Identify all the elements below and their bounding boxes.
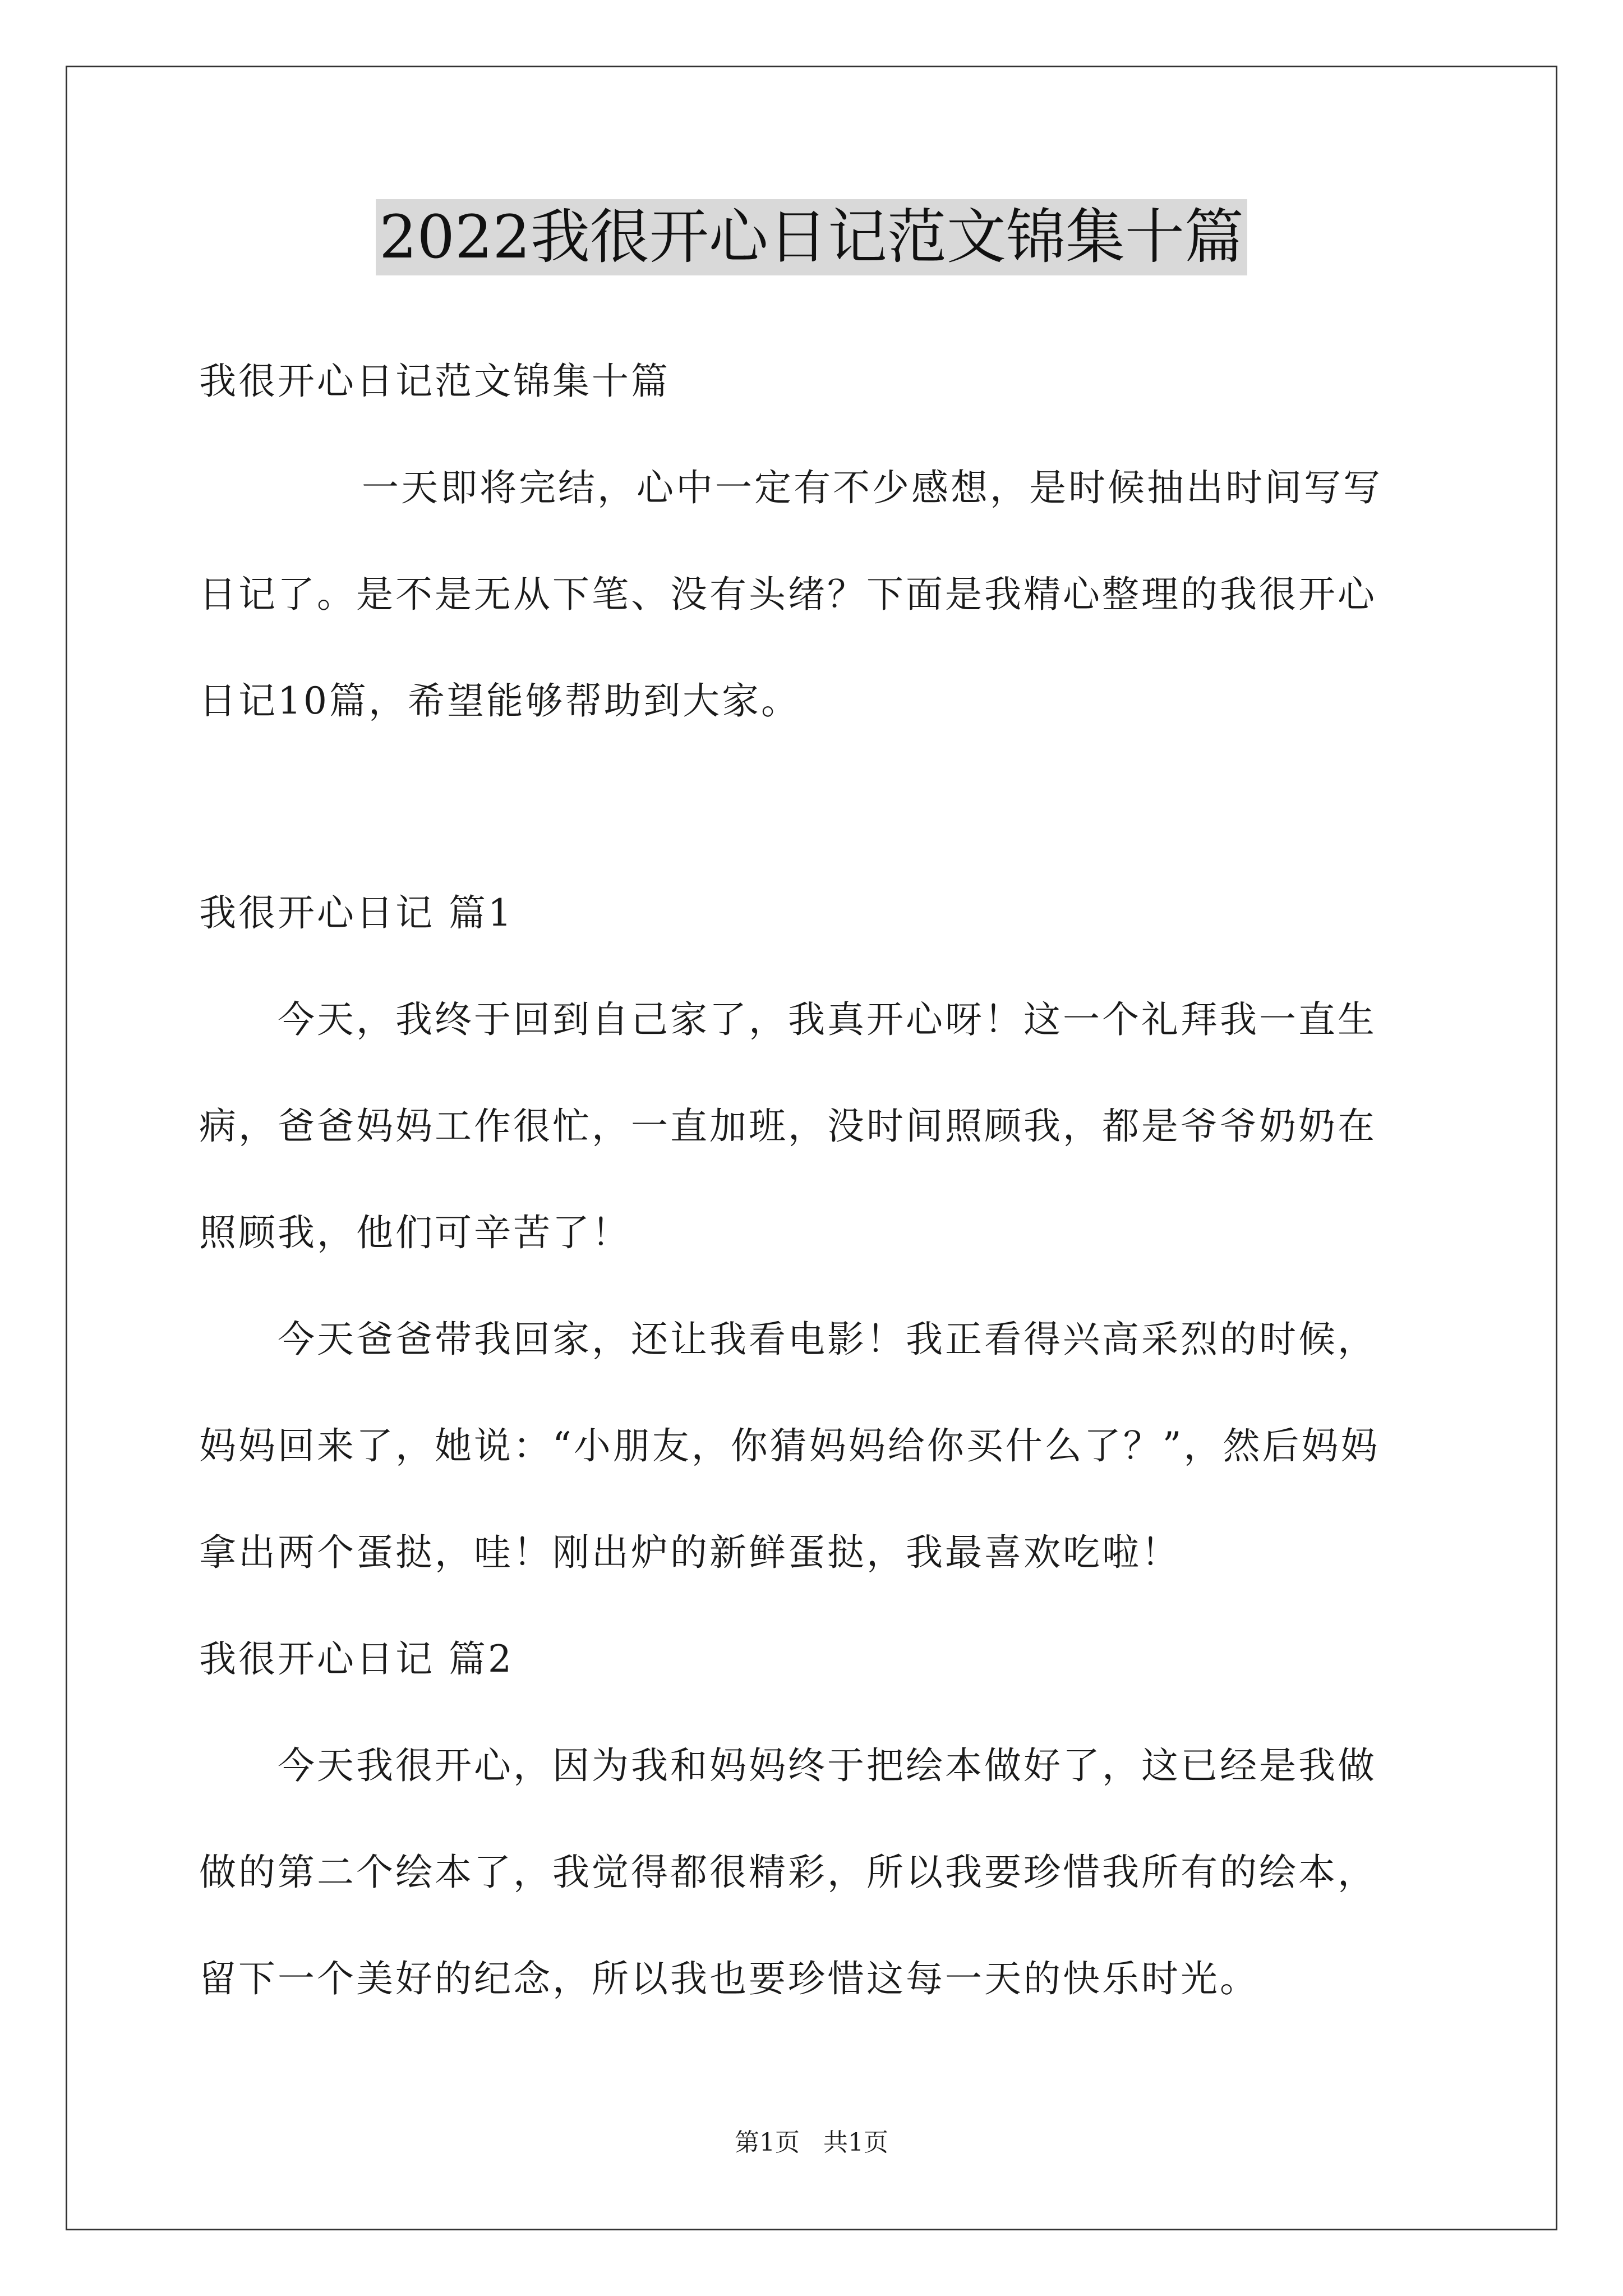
- entry-line: 妈妈回来了，她说：“小朋友，你猜妈妈给你买什么了？”，然后妈妈: [199, 1424, 1380, 1467]
- entry-line: 照顾我，他们可辛苦了！: [199, 1211, 631, 1254]
- entry-line: 留下一个美好的纪念，所以我也要珍惜这每一天的快乐时光。: [199, 1957, 1259, 2000]
- entry-line: 今天，我终于回到自己家了，我真开心呀！这一个礼拜我一直生: [278, 998, 1377, 1041]
- entry-line: 拿出两个蛋挞，哇！刚出炉的新鲜蛋挞，我最喜欢吃啦！: [199, 1531, 1181, 1574]
- entry-line: 病，爸爸妈妈工作很忙，一直加班，没时间照顾我，都是爷爷奶奶在: [199, 1105, 1377, 1148]
- entry-heading: 我很开心日记 篇2: [199, 1637, 514, 1681]
- intro-line: 日记10篇，希望能够帮助到大家。: [199, 679, 800, 723]
- document-title: 2022我很开心日记范文锦集十篇: [376, 199, 1247, 275]
- title-container: [0, 199, 1623, 275]
- document-subtitle: 我很开心日记范文锦集十篇: [199, 360, 670, 403]
- entry-heading: 我很开心日记 篇1: [199, 891, 514, 935]
- entry-line: 今天我很开心，因为我和妈妈终于把绘本做好了，这已经是我做: [278, 1744, 1377, 1787]
- page-total: 共1页: [823, 2128, 888, 2157]
- page-footer: [0, 2127, 1623, 2159]
- page-number: 第1页: [735, 2128, 800, 2157]
- entry-line: 今天爸爸带我回家，还让我看电影！我正看得兴高采烈的时候，: [278, 1318, 1377, 1361]
- intro-line: 日记了。是不是无从下笔、没有头绪？下面是我精心整理的我很开心: [199, 573, 1377, 616]
- entry-line: 做的第二个绘本了，我觉得都很精彩，所以我要珍惜我所有的绘本，: [199, 1851, 1377, 1894]
- intro-line: 一天即将完结，心中一定有不少感想，是时候抽出时间写写: [362, 466, 1382, 509]
